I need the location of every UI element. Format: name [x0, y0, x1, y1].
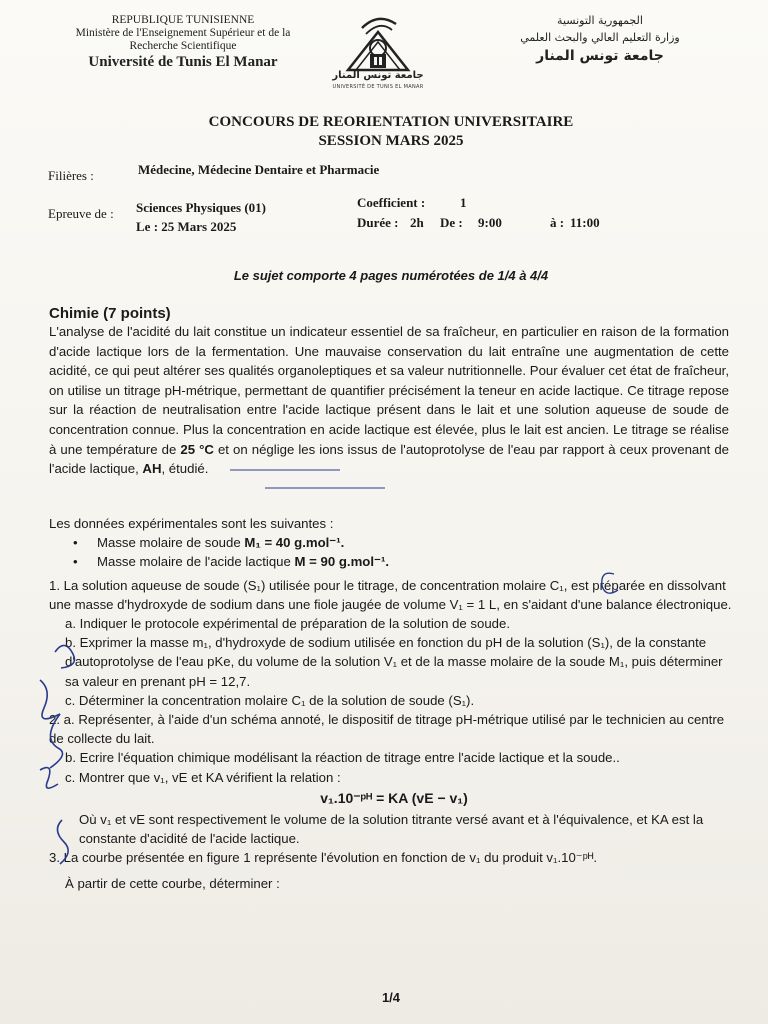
question-3-subtext: À partir de cette courbe, déterminer : — [65, 875, 280, 891]
header-french — [58, 14, 308, 69]
republic-name: REPUBLIQUE TUNISIENNE — [111, 14, 255, 26]
data-item-soude: • Masse molaire de soude M₁ = 40 g.mol⁻¹. — [49, 533, 739, 552]
question-2c: c. Montrer que v₁, vE et KA vérifient la relation : — [65, 769, 341, 785]
university-name: Université de Tunis El Manar — [88, 54, 278, 70]
formula-explanation: Où v₁ et vE sont respectivement le volume de la solution titrante versé avant et à l'équivalence, et KA est la constante d'acidité de l'acide lactique. — [79, 812, 704, 847]
exam-session: SESSION MARS 2025 — [318, 133, 464, 149]
question-1: 1. La solution aqueuse de soude (S₁) utilisée pour le titrage, de concentration molaire C₁, est préparée en dissolvant une masse d'hydroxyde de sodium dans une fiole jaugée de volume V₁ = 1 L, en s'aidant d'une balance électronique. — [49, 577, 732, 612]
temperature: 25 °C — [180, 441, 214, 457]
question-3: 3. La courbe présentée en figure 1 représente l'évolution en fonction de v₁ du produit v₁.10⁻ᵖᴴ. — [49, 850, 598, 866]
acid-formula: AH — [142, 461, 162, 477]
start-label: De : — [440, 215, 463, 230]
page-number: 1/4 — [381, 990, 401, 1005]
data-item-acide: • Masse molaire de l'acide lactique M = 90 g.mol⁻¹. — [49, 552, 739, 571]
logo-arabic-text: جامعة تونس المنار — [332, 70, 424, 81]
logo-french-text: UNIVERSITÉ DE TUNIS EL MANAR — [332, 84, 424, 90]
intro-paragraph — [49, 322, 729, 479]
coefficient-value: 1 — [460, 195, 467, 210]
filieres-value: Médecine, Médecine Dentaire et Pharmacie — [138, 162, 380, 177]
subject-note: Le sujet comporte 4 pages numérotées de 1/4 à 4/4 — [233, 268, 549, 283]
start-time: 9:00 — [478, 215, 502, 230]
ministry-arabic: وزارة التعليم العالي والبحث العلمي — [520, 31, 680, 44]
question-2b: b. Ecrire l'équation chimique modélisant la réaction de titrage entre l'acide lactique et la soude.. — [65, 750, 620, 766]
intro-text-3: , étudié. — [161, 461, 209, 477]
data-intro: Les données expérimentales sont les suivantes : — [49, 516, 334, 531]
university-name-arabic: جامعة تونس المنار — [536, 48, 664, 64]
ministry-line-2: Recherche Scientifique — [129, 40, 237, 52]
question-1b: b. Exprimer la masse m₁, d'hydroxyde de sodium utilisée en fonction du pH de la solution (S₁), de la constante d'autoprotolyse de l'eau pKe, du volume de la solution V₁ et de la masse molaire de la soude M₁, puis déterminer sa valeur en prenant pH = 12,7. — [65, 635, 723, 689]
end-time: 11:00 — [570, 215, 600, 230]
relation-formula: v₁.10⁻ᵖᴴ = KA (vE − v₁) — [320, 789, 468, 806]
questions-block — [49, 514, 739, 893]
coefficient-label: Coefficient : — [357, 195, 426, 210]
end-label: à : — [550, 215, 565, 230]
acid-molar-mass: M = 90 g.mol⁻¹. — [294, 554, 390, 570]
epreuve-label: Epreuve de : — [48, 206, 114, 221]
question-1c: c. Déterminer la concentration molaire C₁ de la solution de soude (S₁). — [65, 692, 475, 708]
filieres-label: Filières : — [48, 168, 94, 183]
republic-name-arabic: الجمهورية التونسية — [557, 14, 643, 27]
epreuve-value: Sciences Physiques (01) — [136, 200, 266, 215]
duration-value: 2h — [410, 215, 424, 230]
header-arabic — [490, 12, 710, 65]
soude-molar-mass: M₁ = 40 g.mol⁻¹. — [244, 535, 345, 551]
exam-date: Le : 25 Mars 2025 — [136, 219, 237, 234]
intro-text-1: L'analyse de l'acidité du lait constitue un indicateur essentiel de sa fraîcheur, en particulier en raison de la formation d'acide lactique lors de la fermentation. Une mauvaise conservation du lait entraîne une augmentation de cette acidité, ce qui peut altérer ses qualités organoleptiques et sa valeur nutritionnelle. Pour évaluer cet état de fraîcheur, on utilise un titrage pH-métrique, permettant de quantifier précisément la teneur en acide lactique. Ce titrage repose sur la réaction de neutralisation entre l'acide lactique présent dans le lait et une solution aqueuse de soude de concentration connue. Plus la concentration en acide lactique est élevée, plus le lait est ancien. Le titrage se réalise à une température de — [49, 324, 729, 457]
exam-title: CONCOURS DE REORIENTATION UNIVERSITAIRE — [208, 114, 574, 130]
question-1a: a. Indiquer le protocole expérimental de préparation de la solution de soude. — [65, 616, 511, 632]
question-2a: 2. a. Représenter, à l'aide d'un schéma annoté, le dispositif de titrage pH-métrique utilisé par le technicien au centre de collecte du lait. — [49, 712, 725, 747]
chimie-heading: Chimie (7 points) — [49, 305, 171, 322]
duration-label: Durée : — [357, 215, 399, 230]
intro-text-2: et on néglige les ions issus de l'autoprotolyse de l'eau par rapport à ceux provenant de l'acide lactique, — [49, 441, 729, 477]
ministry-line-1: Ministère de l'Enseignement Supérieur et de la — [75, 27, 291, 39]
